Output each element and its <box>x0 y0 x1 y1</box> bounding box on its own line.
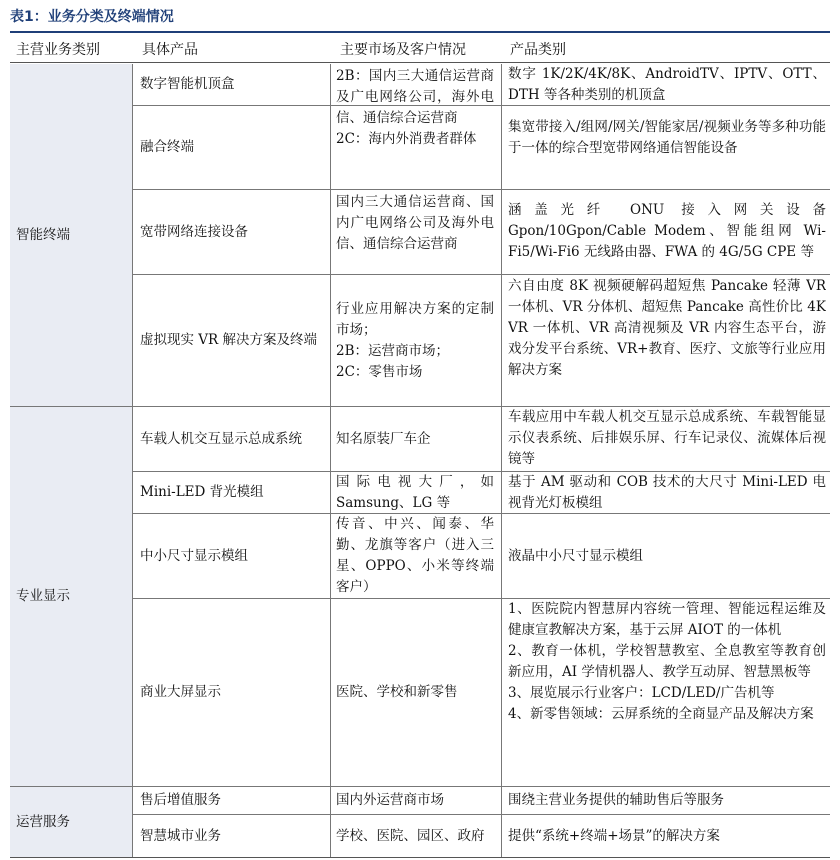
table-bottom-rule <box>10 857 830 858</box>
header-rule <box>10 62 830 63</box>
product-cell: 虚拟现实 VR 解决方案及终端 <box>140 332 317 348</box>
category-cell: 专业显示 <box>16 588 70 604</box>
header-product: 具体产品 <box>142 42 198 58</box>
type-cell: 提供“系统+终端+场景”的解决方案 <box>508 827 720 844</box>
product-cell: Mini-LED 背光模组 <box>140 484 264 500</box>
header-category: 主营业务类别 <box>16 42 100 58</box>
grid-line <box>132 64 133 857</box>
category-cell: 智能终端 <box>16 226 70 243</box>
market-cell: 国际电视大厂，如 Samsung、LG 等 <box>336 473 494 511</box>
grid-line <box>501 105 830 106</box>
type-cell: 涵盖光纤 ONU 接入网关设备 Gpon/10Gpon/Cable Modem、智能组网 Wi-Fi5/Wi-Fi6 无线路由器、FWA 的 4G/5G CPE 等 <box>508 202 826 260</box>
category-cell: 运营服务 <box>16 813 70 830</box>
product-cell: 售后增值服务 <box>140 792 221 808</box>
header-type: 产品类别 <box>510 42 566 58</box>
type-cell: 围绕主营业务提供的辅助售后等服务 <box>508 792 724 808</box>
grid-line <box>501 64 502 857</box>
product-cell: 商业大屏显示 <box>140 684 221 700</box>
product-cell: 宽带网络连接设备 <box>140 223 248 240</box>
market-cell: 传音、中兴、闻泰、华勤、龙旗等客户（进入三星、OPPO、小米等终端客户） <box>336 516 494 595</box>
product-cell: 融合终端 <box>140 139 194 155</box>
type-cell: 集宽带接入/组网/网关/智能家居/视频业务等多种功能于一体的综合型宽带网络通信智能设备 <box>508 119 826 156</box>
table-header <box>10 36 830 60</box>
type-cell: 液晶中小尺寸显示模组 <box>508 547 643 564</box>
type-cell: 车载应用中车载人机交互显示总成系统、车载智能显示仪表系统、后排娱乐屏、行车记录仪、流媒体后视镜等 <box>508 409 826 467</box>
product-cell: 中小尺寸显示模组 <box>140 547 248 564</box>
product-cell: 智慧城市业务 <box>140 827 221 844</box>
type-cell: 基于 AM 驱动和 COB 技术的大尺寸 Mini-LED 电视背光灯板模组 <box>508 474 826 511</box>
type-cell: 1、医院院内智慧屏内容统一管理、智能远程运维及健康宣教解决方案，基于云屏 AIOT 的一体机 2、教育一体机，学校智慧教室、全息教室等教育创新应用，AI 学情机器人、教学互动屏、智慧黑板等 3、展览展示行业客户：LCD/LED/广告机等 4、新零售领域：云屏系统的全商显产品及解决方案 <box>508 601 826 722</box>
product-cell: 车载人机交互显示总成系统 <box>140 430 302 447</box>
market-cell: 医院、学校和新零售 <box>336 684 458 700</box>
market-cell: 学校、医院、园区、政府 <box>336 827 485 844</box>
header-market: 主要市场及客户情况 <box>340 42 466 58</box>
type-cell: 数字 1K/2K/4K/8K、AndroidTV、IPTV、OTT、DTH 等各种类别的机顶盒 <box>508 66 826 103</box>
caption-rule <box>10 31 830 33</box>
market-cell: 国内外运营商市场 <box>336 792 444 808</box>
market-cell: 2B：国内三大通信运营商及广电网络公司，海外电信、通信综合运营商 2C：海内外消费者群体 <box>336 68 494 147</box>
market-cell: 知名原装厂车企 <box>336 430 431 447</box>
type-cell: 六自由度 8K 视频硬解码超短焦 Pancake 轻薄 VR 一体机、VR 分体机、超短焦 Pancake 高性价比 4K VR 一体机、VR 高清视频及 VR 内容生态平台，游戏分发平台系统、VR+教育、医疗、文旅等行业应用解决方案 <box>508 278 826 378</box>
grid-line <box>330 64 331 857</box>
market-cell: 行业应用解决方案的定制市场； 2B：运营商市场； 2C：零售市场 <box>336 300 494 380</box>
table-caption: 表1：业务分类及终端情况 <box>10 9 174 25</box>
product-cell: 数字智能机顶盒 <box>140 76 235 92</box>
market-cell: 国内三大通信运营商、国内广电网络公司及海外电信、通信综合运营商 <box>336 194 494 252</box>
